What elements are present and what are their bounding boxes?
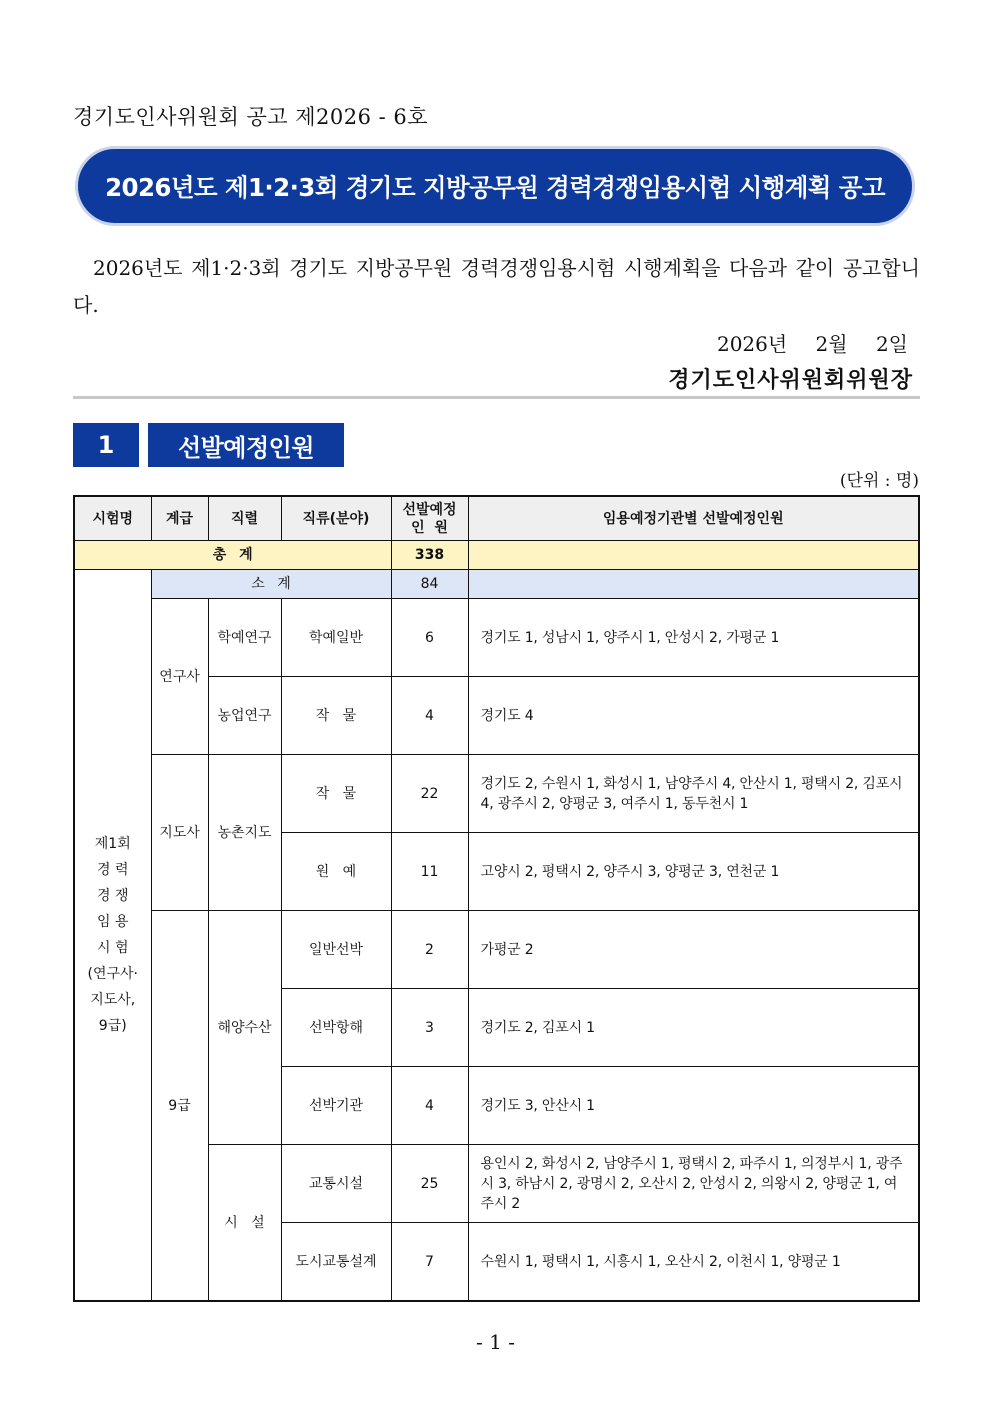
count-cell: 2 bbox=[391, 911, 468, 989]
field-cell: 도시교통설계 bbox=[281, 1223, 391, 1302]
intro-text: 2026년도 제1·2·3회 경기도 지방공무원 경력경쟁임용시험 시행계획을 다음과 같이 공고합니다. bbox=[73, 256, 920, 317]
header-institutions: 임용예정기관별 선발예정인원 bbox=[468, 496, 919, 541]
subtotal-label: 소 계 bbox=[151, 570, 391, 599]
subtotal-value: 84 bbox=[391, 570, 468, 599]
exam-name-line: 제1회 bbox=[94, 836, 131, 852]
institutions-cell: 경기도 2, 수원시 1, 화성시 1, 남양주시 4, 안산시 1, 평택시 2, 김포시 4, 광주시 2, 양평군 3, 여주시 1, 동두천시 1 bbox=[468, 755, 919, 833]
institutions-cell: 수원시 1, 평택시 1, 시흥시 1, 오산시 2, 이천시 1, 양평군 1 bbox=[468, 1223, 919, 1302]
institutions-cell: 경기도 3, 안산시 1 bbox=[468, 1067, 919, 1145]
institutions-cell: 고양시 2, 평택시 2, 양주시 3, 양평군 3, 연천군 1 bbox=[468, 833, 919, 911]
subtotal-institutions bbox=[468, 570, 919, 599]
total-institutions bbox=[468, 541, 919, 570]
field-cell: 선박항해 bbox=[281, 989, 391, 1067]
table-row bbox=[74, 911, 919, 989]
notice-title: 2026년도 제1·2·3회 경기도 지방공무원 경력경쟁임용시험 시행계획 공고 bbox=[105, 172, 885, 202]
section-title: 선발예정인원 bbox=[148, 423, 344, 467]
institutions-cell: 가평군 2 bbox=[468, 911, 919, 989]
institutions-cell: 경기도 1, 성남시 1, 양주시 1, 안성시 2, 가평군 1 bbox=[468, 599, 919, 677]
exam-name-line: 경 쟁 bbox=[97, 888, 129, 904]
field-cell: 교통시설 bbox=[281, 1145, 391, 1223]
header-count bbox=[391, 496, 468, 541]
exam-name-line: 시 험 bbox=[97, 940, 129, 956]
total-row bbox=[74, 541, 919, 570]
count-cell: 7 bbox=[391, 1223, 468, 1302]
institutions-cell: 용인시 2, 화성시 2, 남양주시 1, 평택시 2, 파주시 1, 의정부시 1, 광주시 3, 하남시 2, 광명시 2, 오산시 2, 안성시 2, 의왕시 2, 양평군 1, 여주시 2 bbox=[468, 1145, 919, 1223]
grade-researcher: 연구사 bbox=[151, 599, 208, 755]
exam-name-line: (연구사· bbox=[87, 966, 138, 982]
exam-name-line: 임 용 bbox=[97, 914, 129, 930]
count-cell: 25 bbox=[391, 1145, 468, 1223]
count-cell: 22 bbox=[391, 755, 468, 833]
unit-label: (단위 : 명) bbox=[839, 471, 919, 491]
exam-name-line: 9급) bbox=[98, 1018, 127, 1034]
title-banner bbox=[75, 146, 915, 226]
field-cell: 일반선박 bbox=[281, 911, 391, 989]
count-cell: 3 bbox=[391, 989, 468, 1067]
grade-guide: 지도사 bbox=[151, 755, 208, 911]
position-agri-research: 농업연구 bbox=[208, 677, 281, 755]
exam-name-cell bbox=[74, 570, 151, 1302]
table-row bbox=[74, 599, 919, 677]
intro-paragraph bbox=[73, 250, 920, 324]
institutions-cell: 경기도 4 bbox=[468, 677, 919, 755]
subtotal-row bbox=[74, 570, 919, 599]
position-facility: 시 설 bbox=[208, 1145, 281, 1302]
header-count-line2: 인 원 bbox=[411, 519, 448, 536]
position-marine: 해양수산 bbox=[208, 911, 281, 1145]
field-cell: 선박기관 bbox=[281, 1067, 391, 1145]
section-number: 1 bbox=[73, 423, 139, 467]
total-label: 총 계 bbox=[74, 541, 391, 570]
count-cell: 11 bbox=[391, 833, 468, 911]
page-number: - 1 - bbox=[476, 1330, 515, 1354]
field-cell: 학예일반 bbox=[281, 599, 391, 677]
header-grade: 계급 bbox=[151, 496, 208, 541]
header-exam: 시험명 bbox=[74, 496, 151, 541]
count-cell: 4 bbox=[391, 677, 468, 755]
grade-9: 9급 bbox=[151, 911, 208, 1302]
field-cell: 원 예 bbox=[281, 833, 391, 911]
table-row bbox=[74, 755, 919, 833]
signer: 경기도인사위원회위원장 bbox=[668, 368, 913, 393]
count-cell: 6 bbox=[391, 599, 468, 677]
exam-name-line: 지도사, bbox=[90, 992, 136, 1008]
exam-name-line: 경 력 bbox=[97, 862, 129, 878]
position-rural-guide: 농촌지도 bbox=[208, 755, 281, 911]
position-academic: 학예연구 bbox=[208, 599, 281, 677]
field-cell: 작 물 bbox=[281, 677, 391, 755]
header-position: 직렬 bbox=[208, 496, 281, 541]
table-header-row bbox=[74, 496, 919, 541]
count-cell: 4 bbox=[391, 1067, 468, 1145]
header-count-line1: 선발예정 bbox=[402, 501, 457, 518]
exam-name bbox=[75, 831, 151, 1039]
institutions-cell: 경기도 2, 김포시 1 bbox=[468, 989, 919, 1067]
field-cell: 작 물 bbox=[281, 755, 391, 833]
divider bbox=[73, 396, 920, 399]
selection-table bbox=[73, 495, 920, 1302]
notice-number: 경기도인사위원회 공고 제2026 - 6호 bbox=[73, 105, 429, 129]
header-field: 직류(분야) bbox=[281, 496, 391, 541]
notice-date: 2026년 2월 2일 bbox=[716, 332, 908, 356]
total-value: 338 bbox=[391, 541, 468, 570]
